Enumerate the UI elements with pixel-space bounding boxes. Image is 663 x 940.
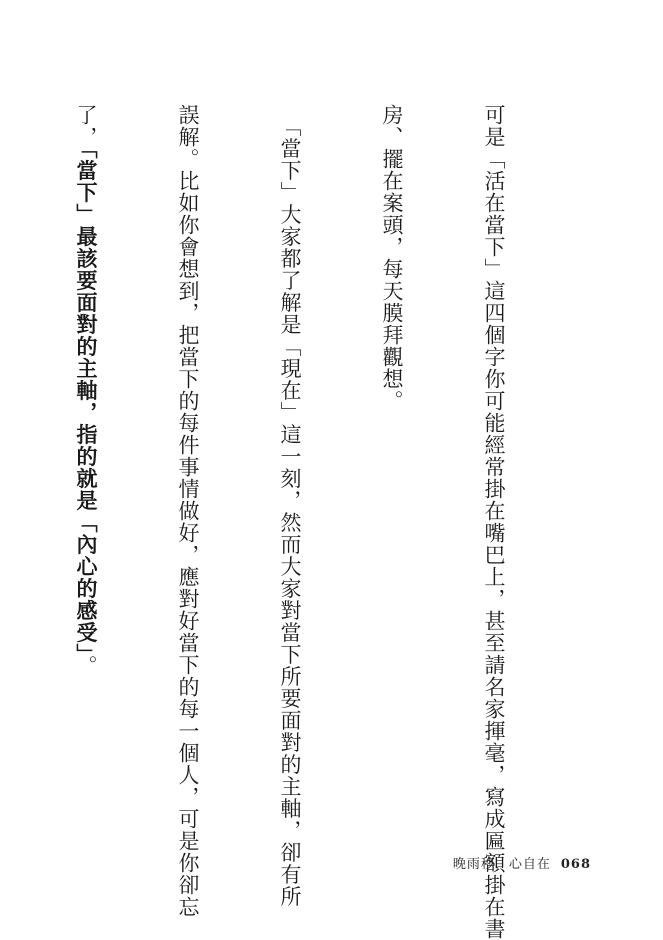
text-column-2: 房、擺在案頭，每天膜拜觀想。 [380, 104, 404, 412]
emphasis-text: 「當下」最該要面對的主軸，指的就是「內心的感受」 [74, 148, 99, 655]
text-column-6 [0, 104, 1, 824]
page-footer [453, 853, 591, 872]
text-column-1: 可是「活在當下」這四個字你可能經常掛在嘴巴上，甚至請名家揮毫，寫成匾額掛在書 [482, 104, 506, 940]
book-title: 晚雨秒．心自在 [452, 857, 551, 872]
page-number: 068 [560, 857, 591, 872]
text-column-3: 「當下」大家都了解是「現在」這一刻，然而大家對當下所要面對的主軸，卻有所 [278, 104, 302, 908]
emphasis-tail: 。 [74, 655, 98, 677]
text-column-5 [69, 104, 103, 824]
text-column-4: 誤解。比如你會想到，把當下的每件事情做好，應對好當下的每一個人，可是你卻忘 [176, 104, 200, 918]
text-column-5-lead: 了， [74, 104, 98, 148]
